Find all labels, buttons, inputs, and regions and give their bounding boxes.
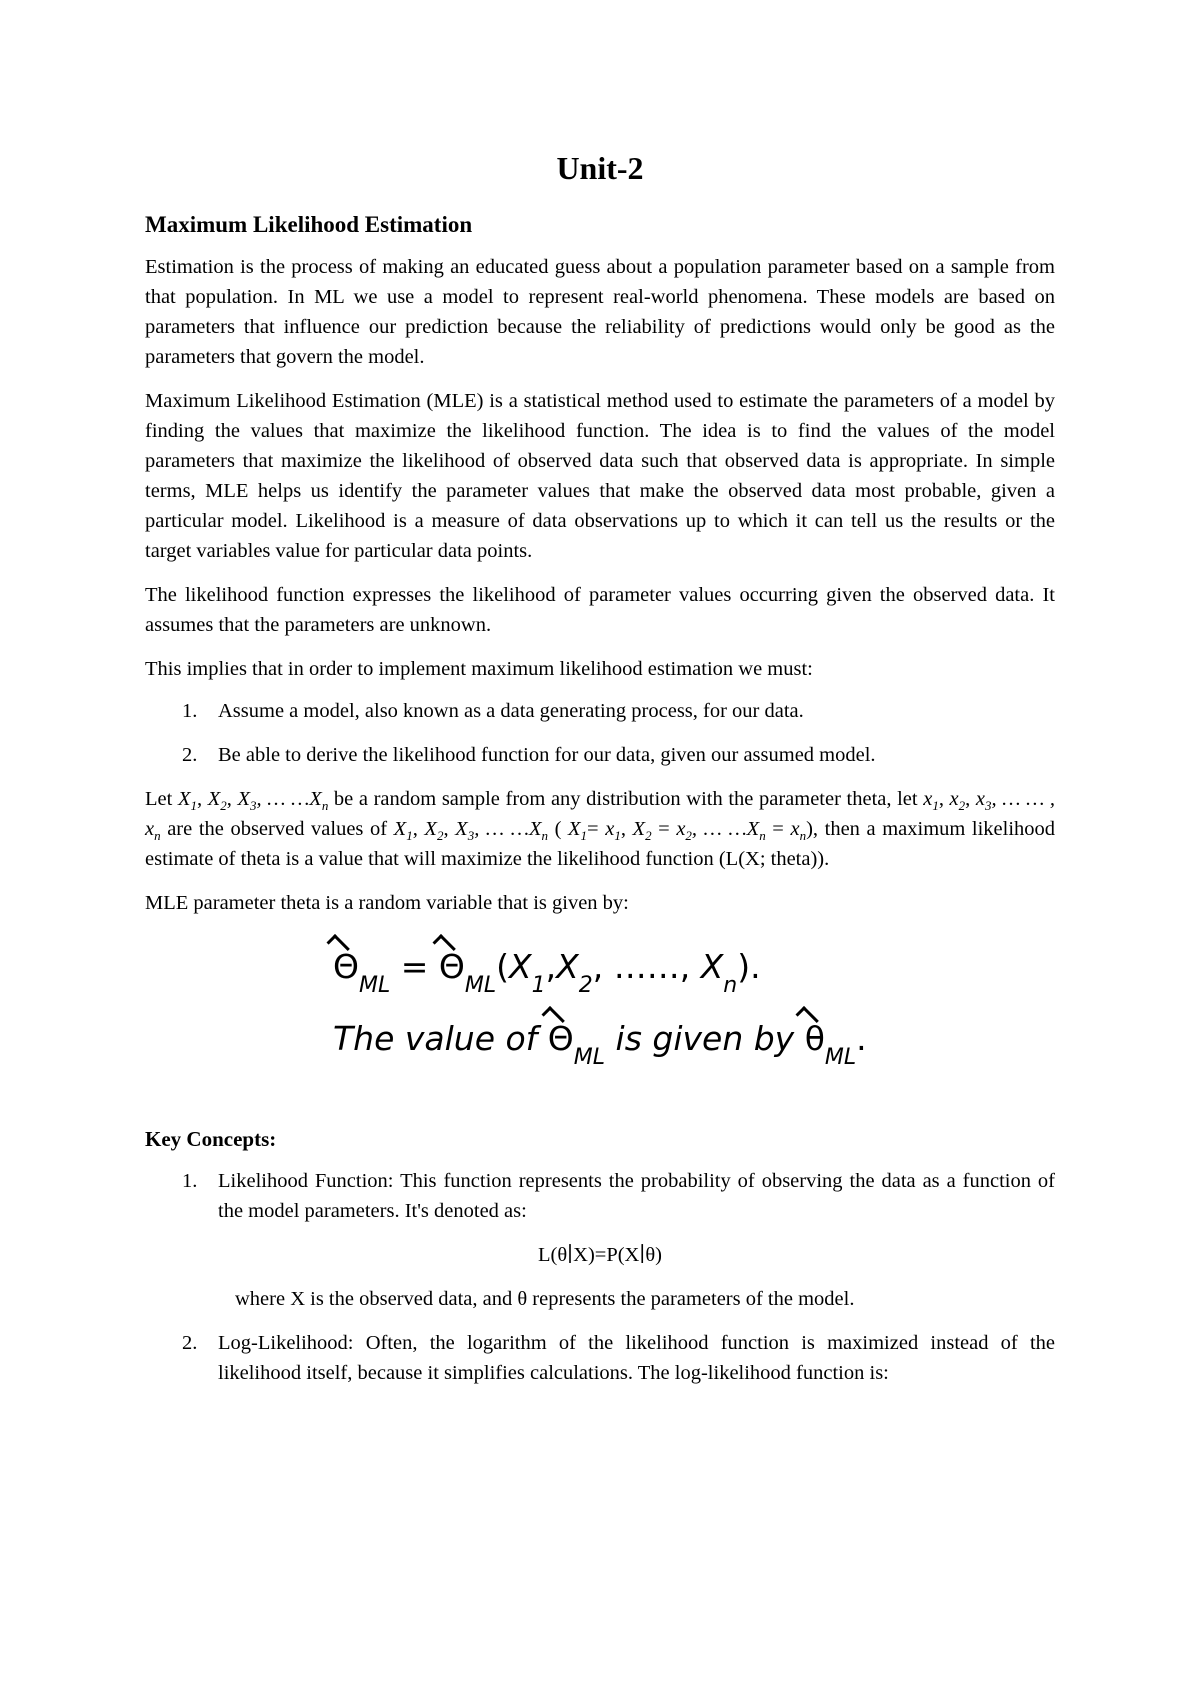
- theta-hat-symbol: Θ: [548, 1016, 574, 1062]
- paragraph-implementation: This implies that in order to implement maximum likelihood estimation we must:: [145, 658, 813, 680]
- list-number: 2.: [182, 1332, 198, 1354]
- key-concepts-heading: Key Concepts:: [145, 1127, 277, 1151]
- paragraph-estimation: Estimation is the process of making an educated guess about a population parameter based on a sample from that population. In ML we use a model to represent real-world phenomena. These models are based on parameters that influence our prediction because the reliability of predictions would only be good as the parameters that govern the model.: [145, 256, 1055, 368]
- list-item: [145, 1328, 1055, 1388]
- paragraph-mle-definition: Maximum Likelihood Estimation (MLE) is a statistical method used to estimate the parameters of a model by finding the values that maximize the likelihood function. The idea is to find the values of the model parameters that maximize the likelihood of observed data such that observed data is appropriate. In simple terms, MLE helps us identify the parameter values that make the observed data most probable, given a particular model. Likelihood is a measure of data observations up to which it can tell us the results or the target variables value for particular data points.: [145, 390, 1055, 562]
- mle-steps-list: [145, 696, 1055, 770]
- theta-hat-lower-symbol: θ: [805, 1016, 825, 1062]
- list-number: 1.: [182, 1170, 198, 1192]
- list-text: Assume a model, also known as a data generating process, for our data.: [218, 700, 804, 722]
- list-number: 1.: [182, 700, 198, 722]
- list-text: Log-Likelihood: Often, the logarithm of the likelihood function is maximized instead of the likelihood itself, because it simplifies calculations. The log-likelihood function is:: [218, 1332, 1055, 1384]
- equation-line-2: The value of $\Theta_{ML}$ is given by $\theta_{ML}$.: [333, 1016, 1055, 1078]
- theta-hat-symbol: Θ: [439, 944, 465, 990]
- list-text: Be able to derive the likelihood function for our data, given our assumed model.: [218, 744, 876, 766]
- list-item: [145, 696, 1055, 726]
- paragraph-mle-parameter: MLE parameter theta is a random variable that is given by:: [145, 892, 629, 914]
- likelihood-formula: L(θ∣X)=P(X∣θ): [538, 1244, 662, 1266]
- list-item: [145, 1166, 1055, 1226]
- key-concepts-list-continued: [145, 1328, 1055, 1388]
- list-text: Likelihood Function: This function represents the probability of observing the data as a function of the model parameters. It's denoted as:: [218, 1170, 1055, 1222]
- paragraph-random-sample: Let $X_1$, $X_2$, $X_3$, … $\dots X_n$ be a random sample from any distribution with the parameter theta, let $x_1$, $x_2$, $x_3$, … … , $x_n$ are the observed values of $X_1$, $X_2$, $X_3$, … $\dots X_n$ ( $X_1= x_1$, $X_2 = x_2$, … $\dots X_n = x_n$), then a maximum likelihood estimate of theta is a value that will maximize the likelihood function (L(X; theta)).: [145, 788, 1056, 870]
- equation-line-1: $\Theta_{ML} = \Theta_{ML}(X_1,X_2$, ……, $X_n$).: [333, 944, 1055, 1006]
- section-heading: Maximum Likelihood Estimation: [145, 212, 473, 237]
- list-item: [145, 740, 1055, 770]
- page-title: Unit-2: [556, 150, 644, 186]
- likelihood-note: where X is the observed data, and θ represents the parameters of the model.: [235, 1288, 855, 1310]
- key-concepts-list: [145, 1166, 1055, 1226]
- theta-hat-symbol: Θ: [333, 944, 359, 990]
- list-number: 2.: [182, 744, 198, 766]
- paragraph-likelihood-function: The likelihood function expresses the likelihood of parameter values occurring given the observed data. It assumes that the parameters are unknown.: [145, 584, 1055, 636]
- mle-equation: [145, 944, 1055, 1078]
